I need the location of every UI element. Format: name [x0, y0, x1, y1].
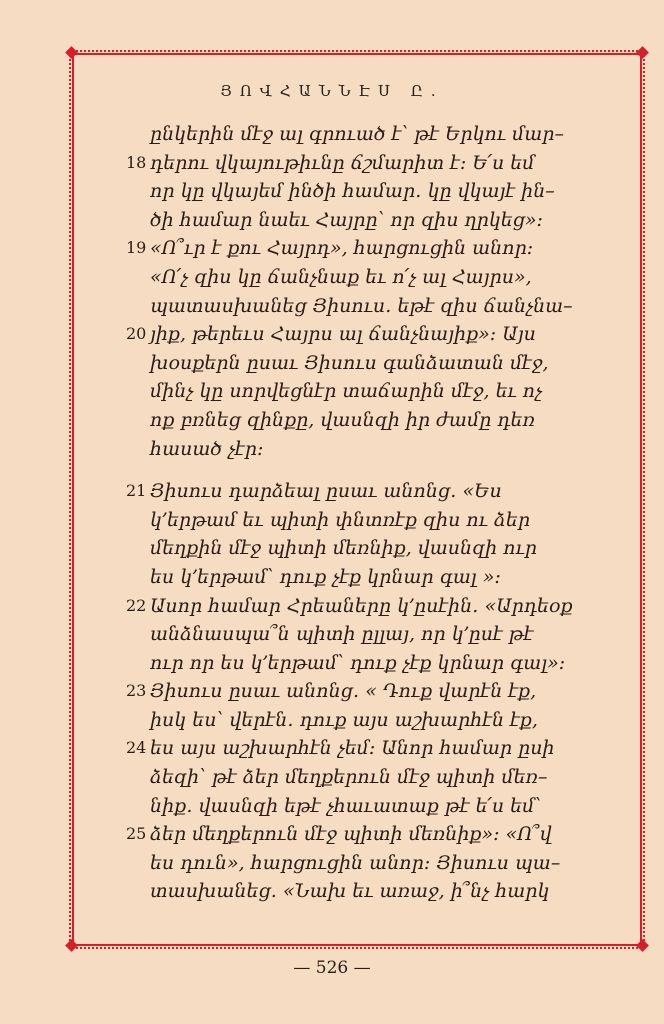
body-text	[126, 120, 592, 906]
line-text: ձեզի՝ թէ ձեր մեղքերուն մէջ պիտի մեռ–	[150, 766, 548, 789]
line-text: որ կը վկայեմ ինծի համար․ կը վկայէ ին–	[150, 180, 555, 203]
text-line	[150, 620, 592, 649]
verse-number: 23	[126, 681, 147, 701]
text-line	[126, 477, 592, 506]
verse-number: 22	[126, 595, 147, 615]
line-text: «Ո՞ւր է քու Հայրդ», հարցուցին անոր։	[150, 237, 534, 260]
text-line	[126, 820, 592, 849]
line-text: պատասխանեց Յիսուս․ եթէ զիս ճանչնա–	[150, 294, 573, 317]
text-line	[150, 792, 592, 821]
line-text: իսկ ես՝ վերէն․ դուք այս աշխարհէն էք,	[150, 708, 538, 731]
line-text: ուր որ ես կ՚երթամ՝ դուք չէք կրնար գալ»։	[150, 651, 566, 674]
line-text: Ասոր համար Հրեաները կ՚ըսէին․ «Արդեօք	[150, 594, 573, 617]
text-line	[150, 649, 592, 678]
verse-number: 25	[126, 824, 147, 844]
text-line	[150, 349, 592, 378]
text-line	[150, 706, 592, 735]
line-text: ծի համար նաեւ Հայրը՝ որ զիս ղրկեց»։	[150, 208, 543, 231]
line-text: յիք, թերեւս Հայրս ալ ճանչնայիք»։ Այս	[150, 323, 536, 346]
text-line	[150, 849, 592, 878]
text-line	[126, 734, 592, 763]
text-line	[150, 206, 592, 235]
text-line	[150, 120, 592, 149]
line-text: ես կ՚երթամ՝ դուք չէք կրնար գալ »։	[150, 565, 501, 588]
verse-number: 19	[126, 238, 147, 258]
line-text: ես այս աշխարհէն չեմ։ Անոր համար ըսի	[150, 737, 555, 760]
text-line	[150, 377, 592, 406]
verse-number: 24	[126, 738, 147, 758]
text-line	[150, 292, 592, 321]
line-text: անձնասպա՞ն պիտի ըլլայ, որ կ՚ըսէ թէ	[150, 623, 534, 646]
text-line	[150, 263, 592, 292]
line-text: ոք բռնեց զինքը, վասնզի իր ժամը դեռ	[150, 408, 535, 431]
text-line	[150, 563, 592, 592]
line-text: Յիսուս դարձեալ ըսաւ անոնց․ «Ես	[150, 480, 502, 503]
text-line	[150, 877, 592, 906]
line-text: «Ո՛չ զիս կը ճանչնաք եւ ո՛չ ալ Հայրս»,	[150, 265, 532, 288]
line-text: Յիսուս ըսաւ անոնց․ « Դուք վարէն էք,	[150, 680, 537, 703]
text-line	[150, 763, 592, 792]
text-line	[150, 406, 592, 435]
verse-number: 21	[126, 481, 147, 501]
text-line	[150, 177, 592, 206]
verse-number: 20	[126, 324, 147, 344]
verse-number: 18	[126, 152, 147, 172]
line-text: հասած չէր։	[150, 437, 264, 460]
text-line	[150, 534, 592, 563]
paragraph-gap	[150, 463, 592, 477]
line-text: խօսքերն ըսաւ Յիսուս գանձատան մէջ,	[150, 351, 549, 374]
text-line	[126, 677, 592, 706]
line-text: կ՚երթամ եւ պիտի փնտռէք զիս ու ձեր	[150, 508, 531, 531]
line-text: մեղքին մէջ պիտի մեռնիք, վասնզի ուր	[150, 537, 538, 560]
line-text: ես դուն», հարցուցին անոր։ Յիսուս պա–	[150, 851, 561, 874]
text-line	[126, 592, 592, 621]
text-line	[126, 234, 592, 263]
text-line	[126, 149, 592, 178]
text-line	[150, 506, 592, 535]
text-line	[126, 320, 592, 349]
line-text: մինչ կը սորվեցնէր տաճարին մէջ, եւ ոչ	[150, 380, 543, 403]
line-text: տասխանեց․ «Նախ եւ առաջ, ի՞նչ հարկ	[150, 880, 550, 903]
line-text: նիք․ վասնզի եթէ չհաւատաք թէ ե՛ս եմ՝	[150, 794, 542, 817]
line-text: ընկերին մէջ ալ գրուած է՝ թէ Երկու մար–	[150, 123, 565, 145]
running-header: ՅՈՎՀԱՆՆԷՍ Ը.	[220, 82, 444, 100]
text-line	[150, 435, 592, 464]
page-number: — 526 —	[293, 958, 371, 978]
line-text: ձեր մեղքերուն մէջ պիտի մեռնիք»։ «Ո՞վ	[150, 823, 552, 846]
line-text: դերու վկայութիւնը ճշմարիտ է։ Ե՛ս եմ	[150, 151, 535, 174]
